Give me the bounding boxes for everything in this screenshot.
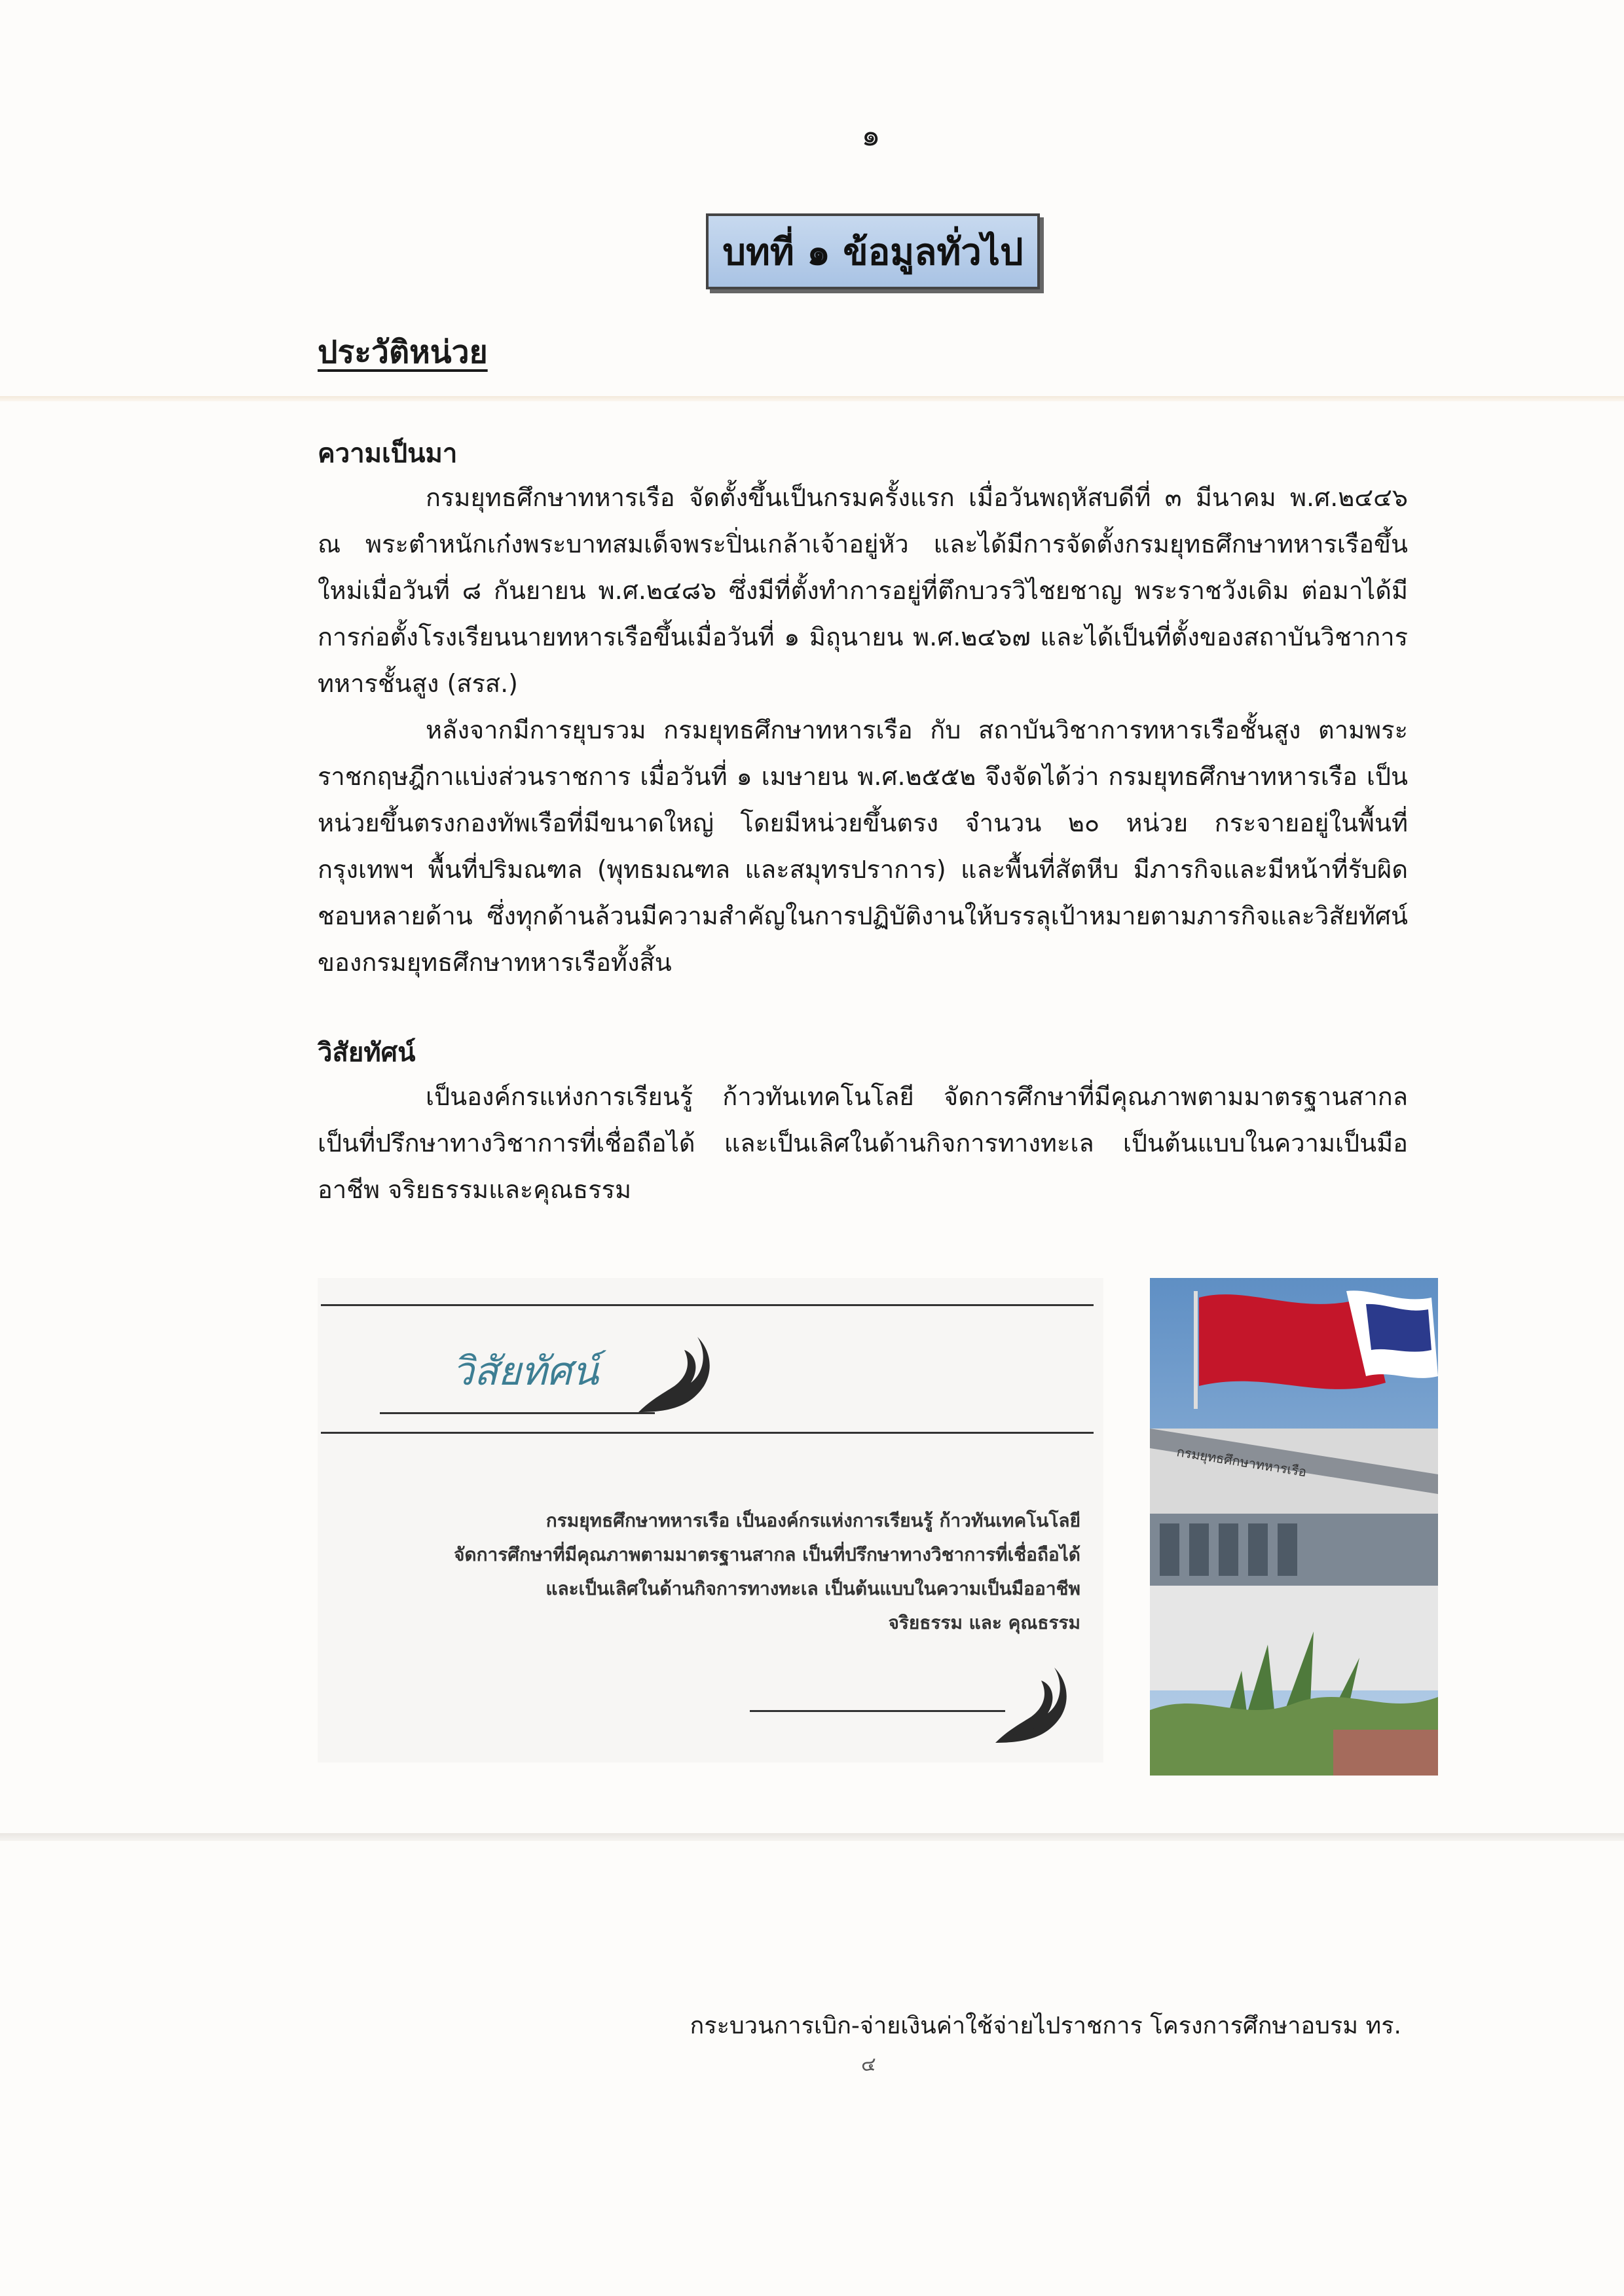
page-number: ๑ [861,117,881,153]
scan-edge-top [0,396,1624,401]
headquarters-photo [1150,1278,1438,1776]
thai-ornament-icon [632,1327,730,1425]
banner-line-4: จริยธรรม และ คุณธรรม [888,1612,1080,1633]
banner-underline [380,1412,655,1414]
building-flag-image [1150,1278,1438,1776]
banner-line-3: และเป็นเลิศในด้านกิจการทางทะเล เป็นต้นแบบในความเป็นมืออาชีพ [545,1578,1080,1599]
background-heading: ความเป็นมา [318,439,458,469]
banner-bottom-rule [750,1710,1005,1712]
background-paragraph-2: หลังจากมีการยุบรวม กรมยุทธศึกษาทหารเรือ กับ สถาบันวิชาการทหารเรือชั้นสูง ตามพระราชกฤษฎีกาแบ่งส่วนราชการ เมื่อวันที่ ๑ เมษายน พ.ศ.๒๕๕๒ จึงจัดได้ว่า กรมยุทธศึกษาทหารเรือ เป็นหน่วยขึ้นตรงกองทัพเรือที่มีขนาดใหญ่ โดยมีหน่วยขึ้นตรง จำนวน ๒๐ หน่วย กระจายอยู่ในพื้นที่ กรุงเทพฯ พื้นที่ปริมณฑล (พุทธมณฑล และสมุทรปราการ) และพื้นที่สัตหีบ มีภารกิจและมีหน้าที่รับผิดชอบหลายด้าน ซึ่งทุกด้านล้วนมีความสำคัญในการปฏิบัติงานให้บรรลุเป้าหมายตามภารกิจและวิสัยทัศน์ของกรมยุทธศึกษาทหารเรือทั้งสิ้น [318,716,1408,977]
footer-mark: ๔ [861,2053,876,2076]
banner-text [341,1504,1080,1640]
thai-ornament-bottom-icon [989,1658,1087,1756]
scan-edge-bottom [0,1833,1624,1841]
building-sign: กรมยุทธศึกษาทหารเรือ [1175,1444,1308,1480]
banner-mid-rule [321,1432,1094,1434]
chapter-heading: บทที่ ๑ ข้อมูลทั่วไป [706,213,1040,289]
vision-paragraph: เป็นองค์กรแห่งการเรียนรู้ ก้าวทันเทคโนโลยี จัดการศึกษาที่มีคุณภาพตามมาตรฐานสากล เป็นที่ปรึกษาทางวิชาการที่เชื่อถือได้ และเป็นเลิศในด้านกิจการทางทะเล เป็นต้นแบบในความเป็นมืออาชีพ จริยธรรมและคุณธรรม [318,1082,1408,1204]
banner-title: วิสัยทัศน์ [452,1349,599,1394]
banner-line-2: จัดการศึกษาที่มีคุณภาพตามมาตรฐานสากล เป็นที่ปรึกษาทางวิชาการที่เชื่อถือได้ [453,1544,1080,1565]
banner-line-1: กรมยุทธศึกษาทหารเรือ เป็นองค์กรแห่งการเรียนรู้ ก้าวทันเทคโนโลยี [545,1510,1080,1531]
background-paragraph-1: กรมยุทธศึกษาทหารเรือ จัดตั้งขึ้นเป็นกรมครั้งแรก เมื่อวันพฤหัสบดีที่ ๓ มีนาคม พ.ศ.๒๔๔๖ ณ พระตำหนักเก๋งพระบาทสมเด็จพระปิ่นเกล้าเจ้าอยู่หัว และได้มีการจัดตั้งกรมยุทธศึกษาทหารเรือขึ้นใหม่เมื่อวันที่ ๘ กันยายน พ.ศ.๒๔๘๖ ซึ่งมีที่ตั้งทำการอยู่ที่ตึกบวรวิไชยชาญ พระราชวังเดิม ต่อมาได้มีการก่อตั้งโรงเรียนนายทหารเรือขึ้นเมื่อวันที่ ๑ มิถุนายน พ.ศ.๒๔๖๗ และได้เป็นที่ตั้งของสถาบันวิชาการทหารชั้นสูง (สรส.) [318,483,1408,698]
footer-text: กระบวนการเบิก-จ่ายเงินค่าใช้จ่ายไปราชการ โครงการศึกษาอบรม ทร. [690,2013,1401,2039]
vision-heading: วิสัยทัศน์ [318,1038,416,1068]
vision-banner [318,1278,1103,1762]
section-title: ประวัติหน่วย [318,334,488,371]
banner-top-rule [321,1304,1094,1306]
